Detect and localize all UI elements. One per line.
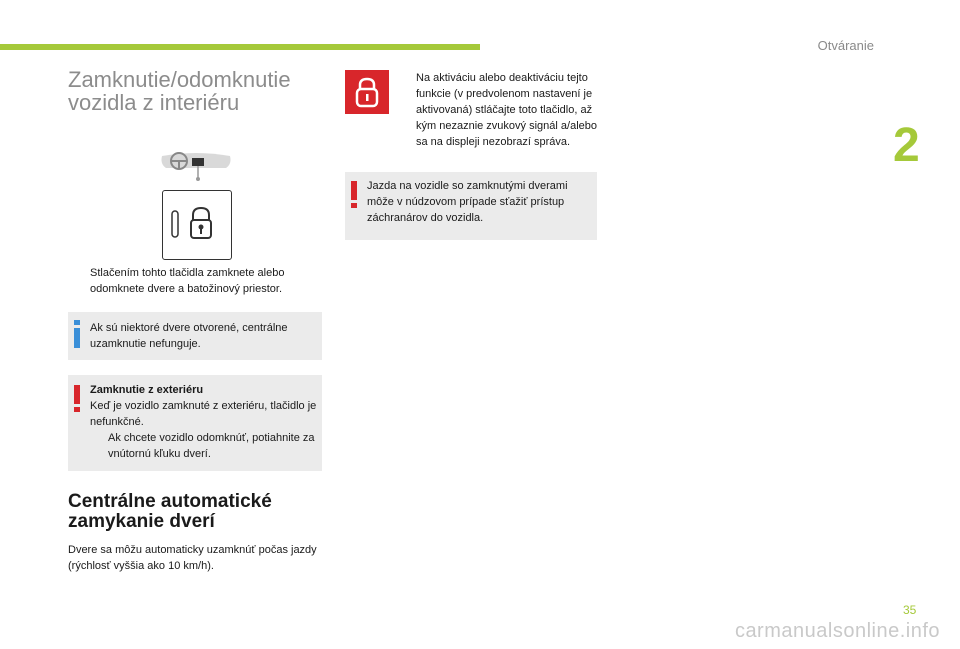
warning-box-emergency [345, 172, 597, 240]
chapter-number: 2 [893, 119, 920, 172]
warning-text: Keď je vozidlo zamknuté z exteriéru, tlačidlo je nefunkčné. [90, 400, 317, 428]
info-icon [74, 320, 80, 348]
warning-text: Jazda na vozidle so zamknutými dverami môže v núdzovom prípade sťažiť prístup záchranárov do vozidla. [367, 180, 568, 224]
dashboard-illustration [160, 150, 232, 184]
warning-sub-bullet-text: Ak chcete vozidlo odomknúť, potiahnite za vnútornú kľuku dverí. [108, 432, 315, 460]
bullet-text: Stlačením tohto tlačidla zamknete alebo odomknete dvere a batožinový priestor. [90, 267, 285, 295]
lock-icon [345, 70, 389, 114]
bullet-text: Na aktiváciu alebo deaktiváciu tejto funkcie (v predvolenom nastavení je aktivovaná) stláčajte toto tlačidlo, až kým nezaznie zvukový signál a/alebo sa na displeji nezobrazí správa. [416, 72, 597, 148]
bullet-auto-lock [398, 70, 603, 150]
section-heading: Centrálne automatické zamykanie dverí [68, 491, 272, 532]
central-lock-button-illustration [162, 190, 232, 260]
bullet-lock-button [72, 265, 322, 297]
page-number: 35 [903, 603, 917, 617]
warning-heading: Zamknutie z exteriéru [90, 384, 204, 396]
accent-bar [0, 44, 480, 50]
warning-icon [74, 385, 80, 413]
section-label: Otváranie [817, 38, 874, 53]
info-text: Ak sú niektoré dvere otvorené, centrálne uzamknutie nefunguje. [90, 322, 288, 350]
warning-sub-bullet [90, 430, 322, 462]
warning-icon [351, 181, 357, 209]
warning-box-exterior [68, 375, 322, 471]
info-box [68, 312, 322, 360]
section-paragraph: Dvere sa môžu automaticky uzamknúť počas jazdy (rýchlosť vyššia ako 10 km/h). [68, 544, 317, 572]
watermark: carmanualsonline.info [734, 620, 940, 642]
lock-icon [163, 191, 231, 259]
page-title: Zamknutie/odomknutie vozidla z interiéru [68, 67, 291, 115]
